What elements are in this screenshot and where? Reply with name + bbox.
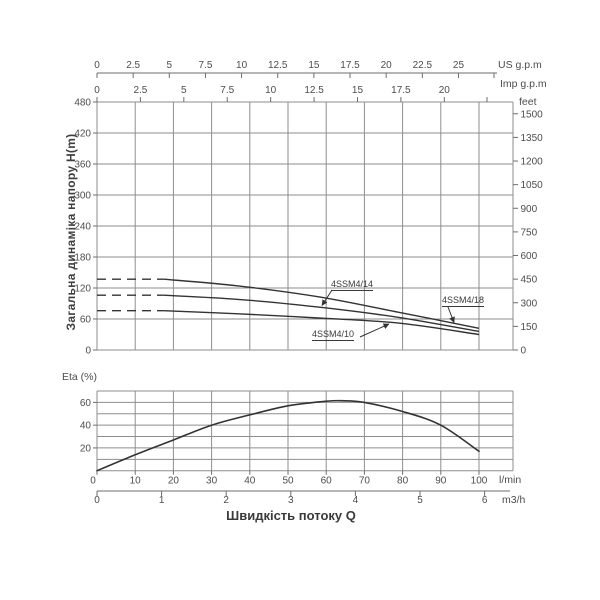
head-curve-4SSM4/18: [164, 279, 479, 328]
us-tick-label: 20: [380, 60, 392, 71]
eta-tick-label: 20: [79, 443, 91, 455]
us-tick-label: 15: [308, 60, 320, 71]
lmin-tick-label: 0: [90, 475, 96, 487]
feet-tick-label: 150: [520, 321, 538, 333]
m3h-tick-label: 1: [158, 495, 165, 506]
imp-tick-label: 7.5: [220, 85, 235, 96]
lmin-axis-unit-label: l/min: [499, 474, 522, 486]
imp-tick-label: 20: [438, 85, 450, 96]
lmin-tick-label: 30: [206, 475, 218, 487]
feet-tick-label: 450: [520, 274, 538, 286]
head-y-tick-label: 60: [79, 314, 91, 326]
head-y-tick-label: 300: [74, 190, 91, 202]
eta-y-ticks: [80, 398, 97, 455]
us-tick-label: 17.5: [340, 60, 360, 71]
m3h-tick-label: 4: [352, 495, 359, 506]
feet-tick-label: 1050: [520, 180, 543, 192]
lmin-tick-label: 70: [358, 475, 370, 487]
m3h-tick-label: 6: [481, 495, 488, 506]
lmin-tick-label: 80: [397, 475, 409, 487]
feet-axis: [513, 109, 543, 356]
eta-tick-label: 60: [79, 397, 91, 409]
m3h-axis: [94, 491, 510, 506]
imp-gpm-axis: [94, 85, 487, 102]
flow-axis-title: Швидкість потоку Q: [226, 508, 356, 523]
imp-tick-label: 5: [181, 85, 187, 96]
curve-label-4ssm4-18: 4SSM4/18: [442, 295, 485, 305]
eta-chart: [80, 391, 513, 506]
us-tick-label: 2.5: [126, 60, 141, 71]
m3h-axis-unit-label: m3/h: [502, 494, 526, 506]
m3h-tick-label: 2: [223, 495, 229, 506]
feet-tick-label: 300: [520, 298, 538, 310]
us-tick-label: 0: [94, 60, 100, 71]
lmin-tick-label: 60: [320, 475, 332, 487]
head-y-tick-label: 420: [74, 128, 91, 140]
eta-axis-label: Eta (%): [62, 371, 98, 383]
us-tick-label: 22.5: [412, 60, 433, 71]
head-y-tick-label: 240: [74, 221, 91, 233]
us-tick-label: 10: [236, 60, 248, 71]
us-tick-label: 12.5: [267, 60, 288, 71]
lmin-tick-label: 10: [129, 475, 141, 487]
us-gpm-axis-unit-label: US g.p.m: [498, 59, 542, 71]
lmin-tick-label: 100: [470, 475, 488, 487]
feet-axis-unit-label: feet: [519, 96, 537, 108]
feet-tick-label: 600: [520, 251, 538, 263]
eta-tick-label: 40: [79, 420, 91, 432]
leader-4SSM4-18: [448, 307, 454, 323]
curve-label-4ssm4-14: 4SSM4/14: [331, 279, 374, 289]
imp-tick-label: 17.5: [391, 85, 411, 96]
head-y-tick-label: 360: [74, 159, 91, 171]
imp-gpm-axis-unit-label: Imp g.p.m: [500, 78, 547, 90]
m3h-tick-label: 0: [94, 495, 100, 506]
imp-tick-label: 10: [265, 85, 277, 96]
imp-tick-label: 12.5: [304, 85, 324, 96]
us-tick-label: 25: [452, 60, 465, 71]
head-y-tick-label: 120: [74, 283, 91, 295]
head-y-tick-label: 480: [74, 97, 91, 109]
imp-tick-label: 15: [351, 85, 364, 96]
head-chart: [74, 60, 543, 357]
feet-tick-label: 750: [520, 227, 538, 239]
m3h-tick-label: 5: [417, 495, 423, 506]
us-tick-label: 7.5: [198, 60, 213, 71]
curve-label-4ssm4-10: 4SSM4/10: [312, 329, 355, 339]
lmin-tick-label: 20: [167, 475, 179, 487]
feet-tick-label: 1500: [520, 109, 543, 121]
feet-tick-label: 900: [520, 203, 538, 215]
imp-tick-label: 2.5: [133, 85, 148, 96]
lmin-axis-ticks: [90, 471, 488, 487]
head-y-tick-label: 0: [85, 345, 91, 357]
feet-tick-label: 1350: [520, 132, 543, 144]
us-gpm-axis: [94, 60, 497, 78]
lmin-tick-label: 90: [435, 475, 447, 487]
feet-tick-label: 0: [520, 345, 527, 357]
us-tick-label: 5: [166, 60, 173, 71]
lmin-tick-label: 40: [244, 475, 256, 487]
lmin-tick-label: 50: [282, 475, 294, 487]
feet-tick-label: 1200: [520, 156, 543, 168]
m3h-tick-label: 3: [288, 495, 294, 506]
imp-tick-label: 0: [94, 85, 100, 96]
head-y-axis-title: Загальна динаміка напору H(m): [64, 133, 78, 331]
head-y-tick-label: 180: [74, 252, 91, 264]
